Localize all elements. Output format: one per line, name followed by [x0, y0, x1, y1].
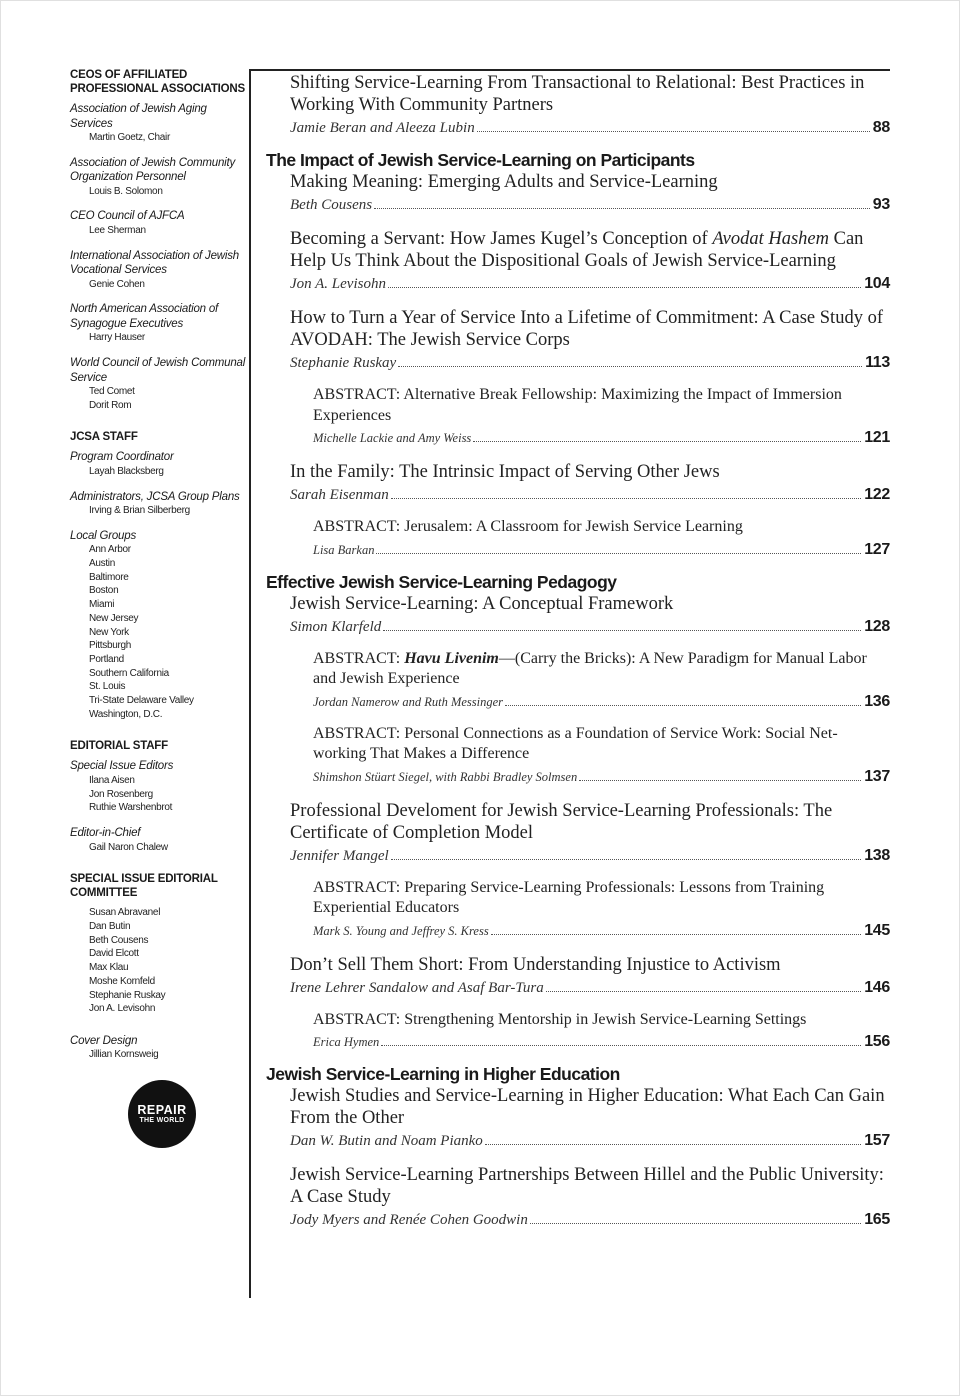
abstract-entry — [266, 1010, 890, 1054]
page-number: 145 — [864, 921, 890, 939]
masthead-group — [70, 529, 246, 722]
entry-author: Stephanie Ruskay — [290, 355, 397, 371]
dot-leader — [546, 991, 861, 992]
masthead-person: Genie Cohen — [89, 278, 145, 290]
masthead-person: Lee Sherman — [89, 224, 146, 236]
toc-entry — [266, 954, 890, 999]
author-row — [313, 539, 890, 561]
dot-leader — [388, 287, 861, 288]
dot-leader — [391, 498, 861, 499]
dot-leader — [473, 441, 861, 442]
ceos-section — [70, 68, 246, 412]
entry-author: Jennifer Mangel — [290, 847, 389, 864]
ceos-heading: CEOS OF AFFILIATED PROFESSIONAL ASSOCIATIONS — [70, 69, 245, 95]
masthead-group — [70, 102, 246, 145]
masthead-person: Washington, D.C. — [89, 708, 163, 720]
masthead-person: St. Louis — [89, 681, 126, 693]
masthead-group — [70, 759, 246, 815]
page-number: 146 — [864, 978, 890, 996]
masthead-person: Louis B. Solomon — [89, 185, 163, 197]
jcsa-section — [70, 430, 246, 721]
entry-author: Michelle Lackie and Amy Weiss — [313, 431, 472, 445]
toc-entry — [266, 461, 890, 506]
dot-leader — [398, 366, 862, 367]
cover-designer: Jillian Kornsweig — [89, 1049, 159, 1061]
abstract-entry — [266, 517, 890, 561]
author-row — [290, 117, 890, 139]
author-row — [313, 427, 890, 449]
dot-leader — [491, 934, 862, 935]
entry-author: Shimshon Stüart Siegel, with Rabbi Bradley Solmsen — [313, 769, 578, 784]
entry-title: Becoming a Servant: How James Kugel’s Conception of Avodat Hashem Can Help Us Think About the Dispositional Goals of Jewish Service-Learning — [290, 229, 864, 271]
editorial-heading: EDITORIAL STAFF — [70, 740, 168, 753]
page-number: 128 — [864, 617, 890, 635]
author-row — [290, 194, 890, 216]
entry-author: Jon A. Levisohn — [290, 276, 386, 292]
entry-author: Irene Lehrer Sandalow and Asaf Bar-Tura — [290, 979, 544, 996]
committee-member: Beth Cousens — [89, 934, 149, 946]
committee-member: Susan Abravanel — [89, 907, 161, 919]
masthead-sidebar — [70, 68, 246, 1148]
masthead-person: Dorit Rom — [89, 399, 132, 411]
page-number: 104 — [864, 275, 890, 292]
masthead-group — [70, 356, 246, 412]
entry-title: Don’t Sell Them Short: From Understanding Injustice to Activism — [290, 954, 781, 975]
committee-member: David Elcott — [89, 948, 139, 960]
masthead-person: Harry Hauser — [89, 332, 145, 344]
editorial-section — [70, 739, 246, 854]
masthead-org: North American Association of Synagogue Executives — [70, 303, 219, 330]
masthead-person: Jon Rosenberg — [89, 788, 153, 800]
page-number: 127 — [864, 540, 890, 558]
masthead-person: Ann Arbor — [89, 544, 131, 556]
author-row — [290, 1130, 890, 1152]
masthead-person: Irving & Brian Silberberg — [89, 505, 190, 517]
page-number: 137 — [864, 767, 890, 785]
abstract-entry — [266, 649, 890, 713]
masthead-person: Miami — [89, 599, 115, 611]
masthead-org: Administrators, JCSA Group Plans — [70, 490, 240, 503]
entry-title: ABSTRACT: Preparing Service-Learning Professionals: Lessons from Training Experiential Educators — [313, 878, 825, 916]
masthead-org: Program Coordinator — [70, 451, 174, 464]
entry-author: Mark S. Young and Jeffrey S. Kress — [313, 923, 489, 938]
dot-leader — [383, 630, 861, 631]
ceos-groups — [70, 102, 246, 412]
toc-entry — [266, 1085, 890, 1152]
author-row — [313, 1031, 890, 1053]
masthead-org: International Association of Jewish Vocational Services — [70, 249, 240, 277]
author-row — [290, 977, 890, 999]
dot-leader — [477, 131, 870, 132]
entry-author: Simon Klarfeld — [290, 618, 382, 635]
committee-member: Dan Butin — [89, 920, 131, 932]
entry-author: Sarah Eisenman — [290, 487, 389, 503]
entry-title: Professional Develoment for Jewish Service-Learning Professionals: The Certificate of Completion Model — [290, 800, 833, 843]
entry-author: Jamie Beran and Aleeza Lubin — [290, 120, 475, 136]
author-row — [290, 616, 890, 638]
toc-entry — [266, 307, 890, 374]
abstract-entry — [266, 385, 890, 449]
toc-entry — [266, 1164, 890, 1231]
masthead-org: Editor-in-Chief — [70, 827, 141, 840]
committee-people — [70, 906, 246, 1016]
masthead-group — [70, 156, 246, 199]
author-row — [313, 766, 890, 788]
entry-author: Dan W. Butin and Noam Pianko — [290, 1133, 483, 1149]
masthead-person: Southern California — [89, 667, 169, 679]
page-number: 136 — [864, 692, 890, 710]
page-number: 121 — [864, 429, 890, 446]
committee-section — [70, 872, 246, 1016]
cover-design-label: Cover Design — [70, 1034, 138, 1047]
top-rule — [249, 69, 890, 71]
logo-text-top: REPAIR — [137, 1102, 187, 1117]
dot-leader — [376, 553, 861, 554]
masthead-person: Boston — [89, 585, 119, 597]
abstract-entry — [266, 724, 890, 788]
masthead-org: Association of Jewish Community Organization Personnel — [70, 156, 236, 184]
toc-entry — [266, 171, 890, 216]
author-row — [290, 352, 890, 374]
toc-entry — [266, 800, 890, 867]
page-number: 156 — [864, 1033, 890, 1050]
masthead-person: Layah Blacksberg — [89, 465, 164, 477]
masthead-person: Baltimore — [89, 571, 129, 583]
masthead-person: Ruthie Warshenbrot — [89, 802, 173, 814]
author-row — [313, 691, 890, 713]
dot-leader — [374, 208, 870, 209]
masthead-org: World Council of Jewish Communal Service — [70, 357, 246, 384]
jcsa-groups — [70, 450, 246, 721]
toc-entry — [266, 228, 890, 295]
entry-title: ABSTRACT: Jerusalem: A Classroom for Jewish Service Learning — [313, 518, 743, 535]
entry-title: ABSTRACT: Havu Livenim—(Carry the Bricks): A New Paradigm for Manual Labor and Jewish Experience — [313, 649, 867, 687]
author-row — [290, 273, 890, 295]
toc-entry — [266, 593, 890, 638]
page-number: 157 — [864, 1132, 890, 1149]
masthead-group — [70, 826, 246, 854]
entry-author: Jody Myers and Renée Cohen Goodwin — [290, 1212, 528, 1228]
masthead-person: Austin — [89, 558, 115, 570]
entry-title: Making Meaning: Emerging Adults and Service-Learning — [290, 172, 718, 192]
editorial-groups — [70, 759, 246, 854]
dot-leader — [485, 1144, 861, 1145]
abstract-entry — [266, 878, 890, 942]
page-number: 88 — [872, 119, 890, 136]
masthead-person: Ilana Aisen — [89, 774, 135, 786]
masthead-person: Pittsburgh — [89, 640, 132, 652]
masthead-group — [70, 209, 246, 237]
masthead-group — [70, 450, 246, 478]
dot-leader — [530, 1223, 861, 1224]
entry-author: Jordan Namerow and Ruth Messinger — [313, 694, 504, 709]
entry-title: Jewish Service-Learning: A Conceptual Framework — [290, 593, 674, 614]
entry-title: Jewish Service-Learning Partnerships Between Hillel and the Public University: A Case Study — [290, 1165, 884, 1207]
masthead-person: New Jersey — [89, 612, 139, 624]
entry-title: ABSTRACT: Personal Connections as a Foundation of Service Work: Social Net-working That Makes a Difference — [313, 724, 838, 762]
repair-the-world-logo — [128, 1080, 196, 1148]
masthead-person: Ted Comet — [89, 386, 135, 398]
committee-member: Stephanie Ruskay — [89, 989, 166, 1001]
cover-section — [70, 1034, 246, 1062]
masthead-org: Special Issue Editors — [70, 760, 174, 773]
masthead-person: Portland — [89, 653, 124, 665]
section-heading: Jewish Service-Learning in Higher Education — [266, 1064, 620, 1084]
dot-leader — [505, 705, 861, 706]
page-number: 165 — [864, 1211, 890, 1228]
dot-leader — [579, 780, 861, 781]
masthead-person: Martin Goetz, Chair — [89, 132, 170, 143]
author-row — [290, 484, 890, 506]
page-number: 93 — [872, 196, 890, 213]
dot-leader — [391, 859, 861, 860]
section-heading: The Impact of Jewish Service-Learning on Participants — [266, 150, 695, 170]
entry-title: Jewish Studies and Service-Learning in Higher Education: What Each Can Gain From the Other — [290, 1086, 885, 1128]
cover-people — [70, 1048, 246, 1062]
committee-heading: SPECIAL ISSUE EDITORIAL COMMITTEE — [70, 873, 218, 900]
committee-member: Moshe Kornfeld — [89, 975, 155, 987]
entry-title: In the Family: The Intrinsic Impact of Serving Other Jews — [290, 462, 720, 482]
logo-text-bottom: THE WORLD — [139, 1116, 185, 1124]
dot-leader — [381, 1045, 861, 1046]
masthead-person: Gail Naron Chalew — [89, 841, 168, 853]
jcsa-heading: JCSA STAFF — [70, 431, 138, 444]
entry-title: ABSTRACT: Alternative Break Fellowship: Maximizing the Impact of Immersion Experiences — [313, 386, 842, 424]
masthead-org: Association of Jewish Aging Services — [70, 103, 207, 130]
author-row — [290, 845, 890, 867]
masthead-org: CEO Council of AJFCA — [70, 210, 185, 223]
entry-author: Erica Hymen — [313, 1035, 380, 1049]
entry-title: ABSTRACT: Strengthening Mentorship in Jewish Service-Learning Settings — [313, 1010, 807, 1028]
masthead-person: New York — [89, 626, 129, 638]
table-of-contents — [266, 72, 890, 1231]
page-number: 122 — [864, 486, 890, 503]
author-row — [313, 920, 890, 942]
masthead-group — [70, 249, 246, 292]
masthead-group — [70, 302, 246, 345]
entry-title: Shifting Service-Learning From Transactional to Relational: Best Practices in Working With Community Partners — [290, 73, 865, 115]
page-number: 113 — [865, 354, 890, 371]
column-rule — [249, 70, 251, 1298]
entry-author: Lisa Barkan — [313, 542, 375, 557]
entry-author: Beth Cousens — [290, 197, 373, 213]
masthead-person: Tri-State Delaware Valley — [89, 695, 194, 707]
masthead-org: Local Groups — [70, 529, 136, 542]
committee-member: Jon A. Levisohn — [89, 1003, 156, 1015]
entry-title: How to Turn a Year of Service Into a Lifetime of Commitment: A Case Study of AVODAH: The Jewish Service Corps — [290, 308, 883, 350]
committee-member: Max Klau — [89, 962, 129, 974]
masthead-group — [70, 490, 246, 518]
author-row — [290, 1209, 890, 1231]
section-heading: Effective Jewish Service-Learning Pedagogy — [266, 571, 617, 592]
toc-entry — [266, 72, 890, 139]
page-number: 138 — [864, 846, 890, 864]
